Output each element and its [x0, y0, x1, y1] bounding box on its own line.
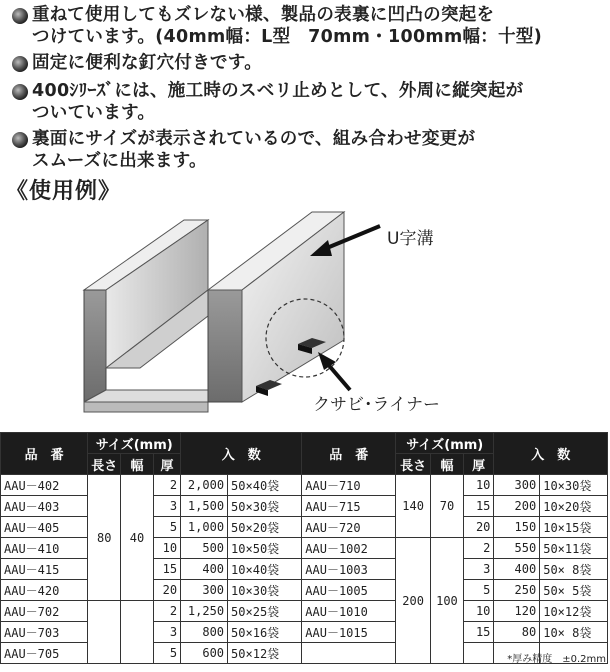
size-thickness: 2: [153, 475, 180, 496]
quantity-pack: 10×30袋: [540, 475, 608, 496]
quantity-pack: 10×30袋: [228, 580, 302, 601]
part-number: AAU－715: [302, 496, 396, 517]
quantity-count: 500: [181, 538, 228, 559]
part-number: AAU－1002: [302, 538, 396, 559]
feature-text: 400ｼﾘｰｽﾞには、施工時のスベリ止めとして、外周に縦突起が: [32, 81, 524, 101]
size-length: 140: [396, 475, 431, 538]
size-width: 100: [431, 538, 464, 664]
thickness-note: *厚み精度 ±0.2mm: [507, 654, 606, 665]
u-channel-label: U字溝: [387, 229, 434, 249]
header-length: 長さ: [396, 454, 431, 475]
part-number: [302, 643, 396, 664]
example-title: 《使用例》: [6, 179, 122, 204]
part-number: AAU－1015: [302, 622, 396, 643]
quantity-pack: 50×40袋: [228, 475, 302, 496]
bullet-icon: [10, 54, 32, 76]
size-thickness: [463, 643, 494, 664]
size-width: [121, 601, 154, 664]
quantity-count: 120: [494, 601, 540, 622]
feature-item: [10, 4, 606, 48]
quantity-pack: 10× 8袋: [540, 622, 608, 643]
size-thickness: 5: [153, 643, 180, 664]
header-quantity: 入 数: [494, 433, 608, 475]
size-width: 40: [121, 475, 154, 601]
quantity-pack: 10×20袋: [540, 496, 608, 517]
feature-item: [10, 52, 606, 76]
quantity-pack: 50×25袋: [228, 601, 302, 622]
size-length: 200: [396, 538, 431, 664]
size-thickness: 5: [153, 517, 180, 538]
quantity-count: 1,000: [181, 517, 228, 538]
header-length: 長さ: [88, 454, 121, 475]
quantity-pack: 10×15袋: [540, 517, 608, 538]
quantity-count: 1,500: [181, 496, 228, 517]
quantity-pack: 50×20袋: [228, 517, 302, 538]
size-thickness: 15: [463, 622, 494, 643]
quantity-pack: 50×30袋: [228, 496, 302, 517]
header-width: 幅: [431, 454, 464, 475]
size-thickness: 20: [463, 517, 494, 538]
feature-text: 重ねて使用してもズレない様、製品の表裏に凹凸の突起を: [32, 5, 495, 25]
feature-text: スムーズに出来ます。: [32, 151, 207, 171]
header-size: サイズ(mm): [396, 433, 494, 454]
part-number: AAU－1003: [302, 559, 396, 580]
size-thickness: 15: [153, 559, 180, 580]
quantity-count: 400: [494, 559, 540, 580]
feature-item: [10, 80, 606, 124]
quantity-count: 300: [181, 580, 228, 601]
quantity-count: 2,000: [181, 475, 228, 496]
quantity-pack: 10×50袋: [228, 538, 302, 559]
quantity-pack: 50×16袋: [228, 622, 302, 643]
size-thickness: 3: [153, 622, 180, 643]
product-table: [0, 432, 608, 664]
part-number: AAU－710: [302, 475, 396, 496]
bullet-icon: [10, 82, 32, 104]
quantity-pack: 50× 5袋: [540, 580, 608, 601]
quantity-count: 200: [494, 496, 540, 517]
quantity-count: 800: [181, 622, 228, 643]
size-length: [88, 601, 121, 664]
header-thickness: 厚: [463, 454, 494, 475]
liner-label: クサビ･ライナー: [313, 395, 440, 415]
size-thickness: 5: [463, 580, 494, 601]
quantity-pack: 50×12袋: [228, 643, 302, 664]
quantity-count: 1,250: [181, 601, 228, 622]
feature-text: 裏面にサイズが表示されているので、組み合わせ変更が: [32, 129, 476, 149]
part-number: AAU－1010: [302, 601, 396, 622]
size-thickness: 10: [153, 538, 180, 559]
size-thickness: 15: [463, 496, 494, 517]
quantity-count: 600: [181, 643, 228, 664]
size-thickness: 20: [153, 580, 180, 601]
part-number: AAU－1005: [302, 580, 396, 601]
part-number: AAU－410: [1, 538, 88, 559]
size-width: 70: [431, 475, 464, 538]
part-number: AAU－420: [1, 580, 88, 601]
quantity-count: 250: [494, 580, 540, 601]
part-number: AAU－705: [1, 643, 88, 664]
quantity-count: 400: [181, 559, 228, 580]
u-channel-illustration: [60, 190, 390, 420]
size-length: 80: [88, 475, 121, 601]
quantity-pack: 50×11袋: [540, 538, 608, 559]
header-quantity: 入 数: [181, 433, 302, 475]
feature-text: つけています。(40mm幅：L型 70mm・100mm幅：十型): [32, 27, 542, 47]
quantity-pack: 10×40袋: [228, 559, 302, 580]
size-thickness: 2: [463, 538, 494, 559]
table-row: [1, 601, 608, 622]
size-thickness: 10: [463, 475, 494, 496]
quantity-count: 80: [494, 622, 540, 643]
size-thickness: 10: [463, 601, 494, 622]
part-number: AAU－415: [1, 559, 88, 580]
quantity-pack: 50× 8袋: [540, 559, 608, 580]
quantity-count: 550: [494, 538, 540, 559]
quantity-count: 300: [494, 475, 540, 496]
part-number: AAU－403: [1, 496, 88, 517]
part-number: AAU－402: [1, 475, 88, 496]
size-thickness: 3: [153, 496, 180, 517]
header-part-no: 品 番: [302, 433, 396, 475]
header-part-no: 品 番: [1, 433, 88, 475]
bullet-icon: [10, 6, 32, 28]
part-number: AAU－702: [1, 601, 88, 622]
header-thickness: 厚: [153, 454, 180, 475]
quantity-count: 150: [494, 517, 540, 538]
feature-text: 固定に便利な釘穴付きです。: [32, 53, 262, 73]
header-width: 幅: [121, 454, 154, 475]
table-row: [1, 475, 608, 496]
part-number: AAU－405: [1, 517, 88, 538]
feature-item: [10, 128, 606, 172]
size-thickness: 3: [463, 559, 494, 580]
part-number: AAU－703: [1, 622, 88, 643]
bullet-icon: [10, 130, 32, 152]
header-size: サイズ(mm): [88, 433, 181, 454]
size-thickness: 2: [153, 601, 180, 622]
feature-text: ついています。: [32, 103, 156, 123]
feature-list: [10, 4, 606, 176]
part-number: AAU－720: [302, 517, 396, 538]
quantity-pack: 10×12袋: [540, 601, 608, 622]
